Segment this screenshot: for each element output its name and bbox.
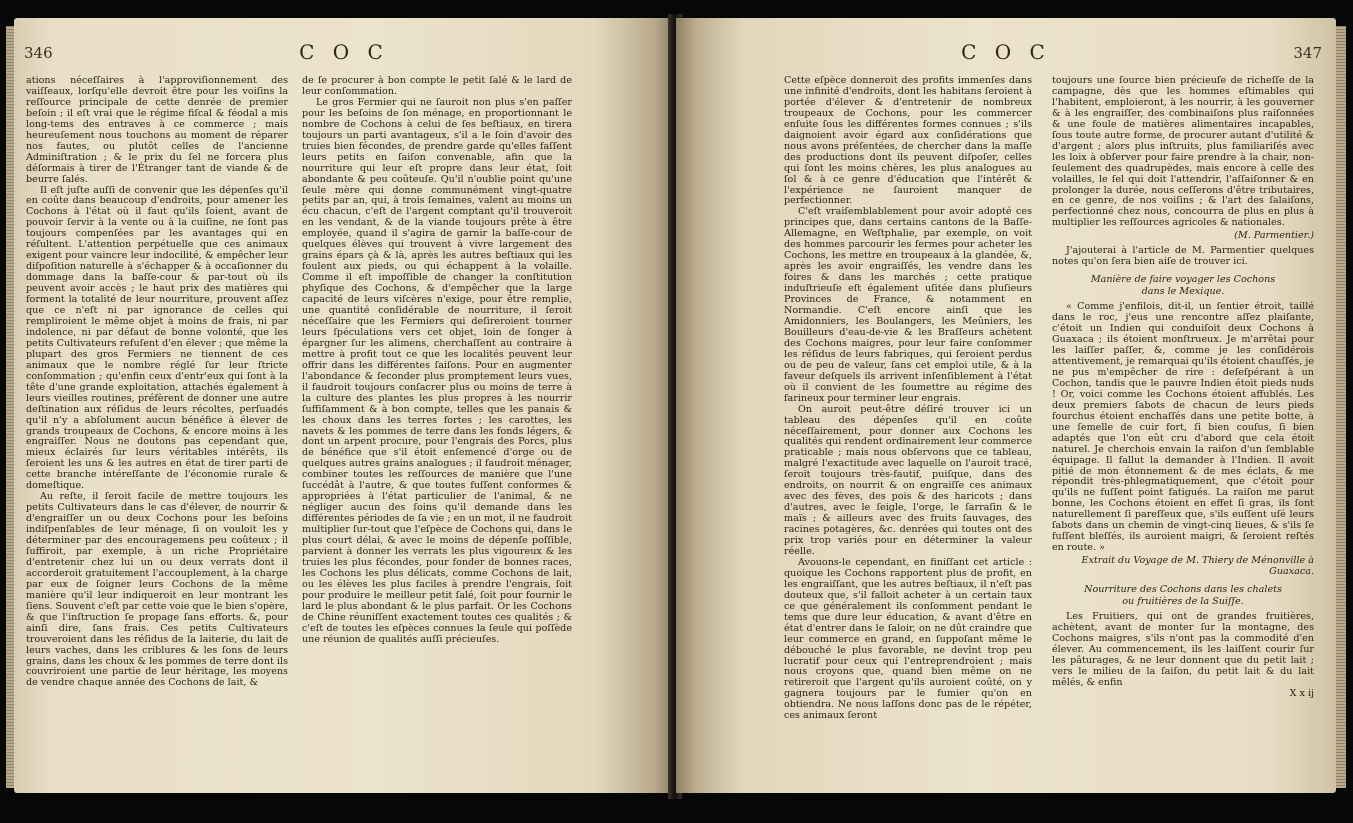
paragraph: C'eſt vraiſemblablement pour avoir adopté ces principes que, dans certains cantons de la Baſſe-Allemagne, en Weſtphalie, par exemple, on voit des hommes parcourir les fermes pour acheter les Cochons, les mettre en troupeaux à la glandée, &, après les avoir engraiſſés, les vendre dans les foires & dans les marchés ; cette pratique induſtrieuſe eſt également uſitée dans pluſieurs Provinces de France, & notamment en Normandie. C'eſt encore ainſi que les Amidonniers, les Boulangers, les Meûniers, les Bouilleurs d'eau-de-vie & les Braſſeurs achètent des Cochons maigres, pour leur faire conſommer les réſidus de leurs fabriques, qui ſeroient perdus ou de peu de valeur, ſans cet emploi utile, & à la faveur deſquels ils arrivent inſenſiblement à l'état où il convient de les ſoumettre au régime des farineux pour terminer leur engrais. (784, 206, 1032, 404)
running-head: C O C (299, 40, 389, 64)
page-number: 346 (24, 44, 53, 62)
source-citation: Extrait du Voyage de M. Thiery de Ménonville à Guaxaca. (1081, 555, 1314, 578)
right-page-header (676, 40, 1336, 70)
section-title-line: Manière de faire voyager les Cochons (1090, 274, 1276, 286)
left-page-column-2 (302, 76, 572, 646)
section-title-line: Nourriture des Cochons dans les chalets (1084, 584, 1282, 596)
right-page-column-2 (1052, 76, 1314, 700)
paragraph: de ſe procurer à bon compte le petit ſalé & le lard de leur conſommation. (302, 75, 572, 97)
paragraph: Au reſte, il ſeroit facile de mettre toujours les petits Cultivateurs dans le cas d'élever, de nourrir & d'engraiſſer un ou deux Cochons pour les beſoins indiſpenſables de leur ménage, ſi on vouloit les y déterminer par des encouragemens peu coûteux ; il ſuffiroit, par exemple, à un riche Propriétaire d'entretenir chez lui un ou deux verrats dont il accorderoit gratuitement l'accouplement, à la charge par eux de ſoigner leurs Cochons de la même manière qu'il leur indiqueroit en leur montrant les ſiens. Souvent c'eſt par cette voie que le bien s'opère, & que l'inſtruction ſe propage ſans efforts. &, pour ainſi dire, ſans frais. Ces petits Cultivateurs trouveroient dans les réſidus de la laiterie, du lait de leurs vaches, dans les criblures & les ſons de leurs grains, dans les choux & les pommes de terre dont ils couvriroient une partie de leur héritage, les moyens de vendre chaque année des Cochons de lait, & (26, 491, 288, 689)
left-page-column-1 (26, 76, 288, 689)
section-title (1052, 274, 1314, 298)
right-page-edges (1336, 26, 1346, 788)
paragraph: toujours une ſource bien précieuſe de richeſſe de la campagne, dès que les hommes eſtimables qui l'habitent, emploieront, à les nourrir, à les gouverner & à les engraiſſer, des combinaiſons plus raiſonnées & une foule de matières alimentaires incapables, ſous toute autre forme, de procurer autant d'utilité & d'argent ; alors plus inſtruits, plus familiariſés avec les loix à obſerver pour faire prendre à la chair, non-ſeulement des quadrupèdes, mais encore à celle des volailles, le ſel qui doit l'attendrir, l'aſſaiſonner & en prolonger la durée, nous ceſſerons d'être tributaires, en ce genre, de nos voiſins ; & l'art des ſalaiſons, perfectionné chez nous, concourra de plus en plus à multiplier les reſſources agricoles & nationales. (1052, 75, 1314, 229)
paragraph: On auroit peut-être déſiré trouver ici un tableau des dépenſes qu'il en coûte néceſſairement, pour donner aux Cochons les qualités qui rendent ordinairement leur commerce praticable ; mais nous obſervons que ce tableau, malgré l'exactitude avec laquelle on l'auroit tracé, ſeroit toujours très-fautif, puiſque, dans des endroits, on nourrit & on engraiſſe ces animaux avec des fèves, des pois & des haricots ; dans d'autres, avec le ſeigle, l'orge, le ſarraſin & le maïs ; & ailleurs avec des fruits ſauvages, des racines potagères, &c. denrées qui toutes ont des prix trop variés pour en déterminer la valeur réelle. (784, 403, 1032, 557)
right-page-column-1 (784, 76, 1032, 722)
running-head: C O C (961, 40, 1051, 64)
section-title-line: dans le Mexique. (1141, 286, 1225, 298)
signature-mark: X x ij (1289, 687, 1314, 699)
paragraph: ations néceſſaires à l'approviſionnement des vaiſſeaux, lorſqu'elle devroit être pour les voiſins la reſſource principale de cette denrée de premier beſoin ; il eſt vrai que le régime fiſcal & féodal a mis long-tems des entraves à ce commerce ; mais heureuſement nous touchons au moment de réparer nos fautes, ou plutôt celles de l'ancienne Adminiſtration ; & le prix du ſel ne forcera plus déſormais à tirer de l'Étranger tant de viande & de beurre ſalés. (26, 75, 288, 185)
author-signature: (M. Parmentier.) (1234, 230, 1314, 242)
paragraph: « Comme j'enfilois, dit-il, un ſentier étroit, taillé dans le roc, j'eus une rencontre aſſez plaiſante, c'étoit un Indien qui conduiſoit deux Cochons à Guaxaca ; ils étoient monſtrueux. Je m'arrêtai pour les laiſſer paſſer, &, comme je les conſidérois attentivement, je remarquai qu'ils étoient chauſſés, je ne pus m'empêcher de rire : deſeſpérant à un Cochon, tandis que le pauvre Indien étoit pieds nuds ! Or, voici comme les Cochons étoient affublés. Les deux premiers ſabots de chacun de leurs pieds fourchus étoient enchaſſés dans une petite botte, à une ſemelle de cuir fort, ſi bien couſus, ſi bien adaptés que l'on eût cru d'abord que cela étoit naturel. Je cherchois envain la raiſon d'un ſemblable équipage. Il fallut la demander à l'Indien. Il avoit pitié de mon étonnement & de mes éclats, & me répondit très-phlegmatiquement, que c'étoit pour qu'ils ne fuſſent point fatigués. La raiſon me parut bonne, les Cochons étoient en effet ſi gras, ils ſont naturellement ſi pareſſeux que, s'ils euſſent uſé leurs ſabots dans un chemin de vingt-cinq lieues, & s'ils ſe fuſſent bleſſés, ils auroient maigri, & ſeroient reſtés en route. » (1052, 301, 1314, 554)
section-title (1052, 584, 1314, 608)
left-page-header (14, 40, 674, 70)
left-page (14, 18, 674, 793)
paragraph: Le gros Fermier qui ne ſauroit non plus s'en paſſer pour les beſoins de ſon ménage, en proportionnant le nombre de Cochons à celui de ſes beſtiaux, en tirera toujours un parti avantageux, s'il a le ſoin d'avoir des truies bien fécondes, de prendre garde qu'elles faſſent leurs petits en ſaiſon convenable, afin que la nourriture qui leur eſt propre dans leur état, ſoit abondante & peu coûteuſe. Qu'il n'oublie point qu'une ſeule mère qui donne communément vingt-quatre petits par an, qui, à trois ſemaines, valent au moins un écu chacun, c'eſt de l'argent comptant qu'il trouveroit en les vendant, & de la viande toujours prête à être employée, quand il s'agira de garnir la baſſe-cour de quelques élèves qui trouvent à vivre largement des grains épars çà & là, après les autres beſtiaux qui les foulent aux pieds, ou qui échappent à la volaille. Comme il eſt impoſſible de changer la conſtitution phyſique des Cochons, & d'empêcher que la large capacité de leurs viſcères n'exige, pour être remplie, une quantité conſidérable de nourriture, il ſeroit néceſſaire que les Fermiers qui deſireroient tourner leurs ſpéculations vers cet objet, loin de ſonger à épargner ſur les alimens, cherchaſſent au contraire à mettre à profit tout ce que les localités peuvent leur offrir dans les différentes ſaiſons. Pour en augmenter l'abondance & ſeconder plus promptement leurs vues, il faudroit toujours conſacrer plus ou moins de terre à la culture des plantes les plus propres à les nourrir ſuffiſamment & à bon compte, telles que les panais & les choux dans les terres fortes ; les carottes, les navets & les pommes de terre dans les fonds légers, & dont un arpent procure, pour l'engrais des Porcs, plus de bénéfice que s'il étoit enſemencé d'orge ou de quelques autres grains analogues ; il faudroit ménager, combiner toutes les reſſources de manière que l'une ſuccédât à l'autre, & que toutes fuſſent conformes & appropriées à l'état particulier de l'animal, & ne négliger aucun des ſoins qu'il demande dans les différentes périodes de ſa vie ; en un mot, il ne faudroit multiplier ſur-tout que l'eſpèce de Cochons qui, dans le plus court délai, & avec le moins de dépenſe poſſible, parvient à donner les verrats les plus vigoureux & les truies les plus fécondes, pour fonder de bonnes races, les Cochons les plus délicats, comme Cochons de lait, ou les élèves les plus faciles à prendre l'engrais, ſoit pour produire le meilleur petit ſalé, ſoit pour fournir le lard le plus abondant & le plus parfait. Or les Cochons de Chine réuniſſent exactement toutes ces qualités ; & c'eſt de toutes les eſpèces connues la ſeule qui poſſède une réunion de qualités auſſi précieuſes. (302, 96, 572, 645)
section-title-line: ou fruitières de la Suiſſe. (1122, 596, 1244, 608)
paragraph: J'ajouterai à l'article de M. Parmentier quelques notes qu'on ſera bien aiſe de trouver ici. (1052, 245, 1314, 268)
paragraph: Cette eſpèce donneroit des profits immenſes dans une infinité d'endroits, dont les habitans ſeroient à portée d'élever & d'entretenir de nombreux troupeaux de Cochons, pour les commercer enſuite ſous les différentes formes connues ; s'ils daignoient avoir égard aux conſidérations que nous avons préſentées, de chercher dans la maſſe des productions dont ils peuvent diſpoſer, celles qui ſont les moins chères, les plus analogues au ſol & à ce genre d'éducation que l'intérêt & l'expérience ne ſauroient manquer de perfectionner. (784, 75, 1032, 207)
left-page-edges (6, 26, 14, 788)
right-page (676, 18, 1336, 793)
paragraph: Les Fruitiers, qui ont de grandes fruitières, achètent, avant de monter ſur la montagne, des Cochons maigres, s'ils n'ont pas la commodité d'en élever. Au commencement, ils les laiſſent courir ſur les pâturages, & ne leur donnent que du petit lait ; vers le milieu de la ſaiſon, du petit lait & du lait mêlés, & enfin (1052, 611, 1314, 688)
page-number: 347 (1293, 44, 1322, 62)
paragraph: Avouons-le cependant, en finiſſant cet article : quoique les Cochons rapportent plus de profit, en les engraiſſant, que les autres beſtiaux, il n'eſt pas douteux que, s'il falloit acheter à un certain taux ce que généralement ils conſomment pendant le tems que dure leur éducation, & avant d'être en état d'entrer dans le ſaloir, on ne dût craindre que leur commerce en grand, en ſuppoſant même le débouché le plus favorable, ne devînt trop peu lucratif pour ceux qui l'entreprendroient ; mais nous croyons que, quand bien même on ne retireroit que l'argent qu'ils auroient coûté, on y gagnera toujours par le fumier qu'on en obtiendra. Ne nous laſſons donc pas de le répéter, ces animaux ſeront (784, 556, 1032, 722)
paragraph: Il eſt juſte auſſi de convenir que les dépenſes qu'il en coûte dans beaucoup d'endroits, pour amener les Cochons à l'état où il faut qu'ils ſoient, avant de pouvoir ſervir à la vente ou à la cuiſine, ne ſont pas toujours compenſées par les avantages qui en réſultent. L'attention perpétuelle que ces animaux exigent pour vaincre leur indocilité, & empêcher leur diſpoſition naturelle à s'échapper & à occaſionner du dommage dans la baſſe-cour & par-tout où ils peuvent avoir accès ; le haut prix des matières qui forment la totalité de leur nourriture, prouvent aſſez que ce n'eſt ni par ignorance de celles qui rempliroient le même objet à moins de frais, ni par indolence, ni par défaut de bonne volonté, que les petits Cultivateurs refuſent d'en élever ; que même la plupart des gros Fermiers ne tiennent de ces animaux que le nombre réglé ſur leur ſtricte conſommation ; qu'enfin ceux d'entr'eux qui ſont à la tête d'une grande exploitation, attachés également à leurs vieilles routines, préfèrent de donner une autre deſtination aux réſidus de leurs récoltes, perſuadés qu'il n'y a abſolument aucun bénéfice à élever de grands troupeaux de Cochons, & encore moins à les engraiſſer. Nous ne doutons pas cependant que, mieux éclairés ſur leurs véritables intérêts, ils ſeroient les uns & les autres en état de tirer parti de cette branche intéreſſante de l'économie rurale & domeſtique. (26, 184, 288, 492)
